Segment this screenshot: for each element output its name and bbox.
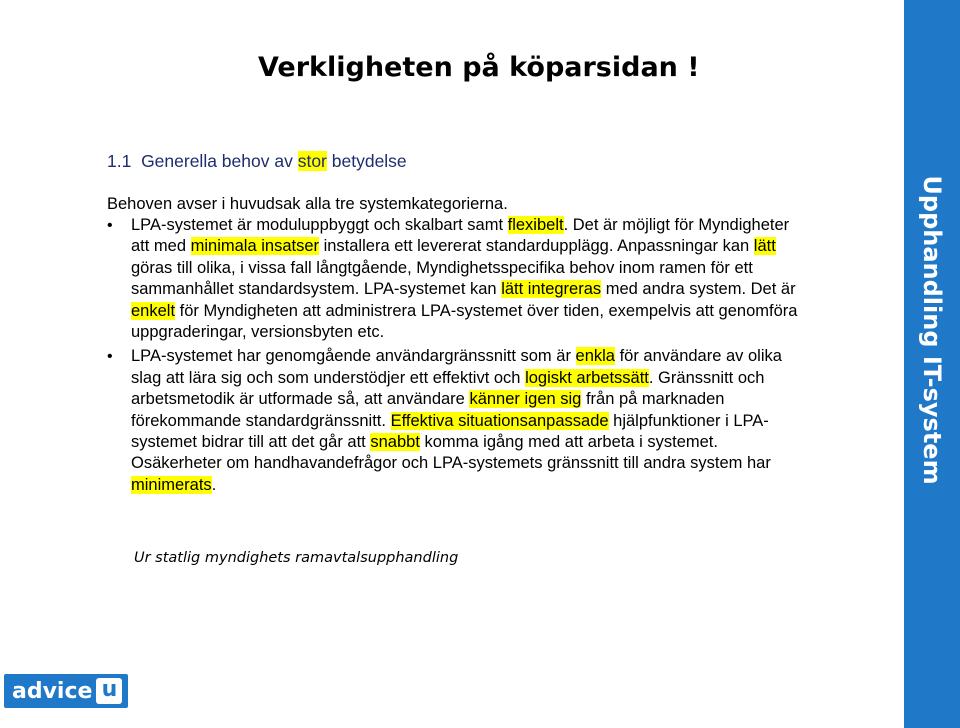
bullet-text: för Myndigheten att administrera LPA-systemet över tiden, exempelvis att genomföra uppgraderingar, versionsbyten etc. [131,301,798,342]
bullet-text: . Det är möjligt för Myndigheter att med [131,216,790,256]
highlighted-phrase: enkelt [131,301,176,320]
section-heading [107,151,407,172]
logo-letter: u [96,678,122,704]
highlighted-phrase: Effektiva situationsanpassade [390,411,609,430]
advice-u-logo [4,674,128,708]
highlighted-phrase: minimerats [131,475,212,494]
bullet-text: LPA-systemet är moduluppbyggt och skalbart samt [131,216,508,234]
highlighted-phrase: lätt integreras [501,280,602,299]
bullet-text: för användare av olika slag att lära sig och som understödjer ett effektivt och [131,347,782,387]
bullet-item [107,346,807,496]
highlighted-phrase: enkla [575,347,615,366]
bullet-text: LPA-systemet har genomgående användargränssnitt som är [131,347,576,366]
section-heading-text-end: betydelse [326,151,407,171]
bullet-item [107,215,807,343]
highlighted-phrase: flexibelt [507,216,564,234]
bullet-text: göras till olika, i vissa fall långtgående, Myndighetsspecifika behov inom ramen för ett sammanhållet standardsystem. LPA-systemet kan [131,258,753,299]
bullet-dot-icon: • [107,348,113,366]
intro-text: Behoven avser i huvudsak alla tre systemkategorierna. [107,195,508,213]
section-number: 1.1 [107,151,132,171]
bullet-text: med andra system. Det är [601,280,796,299]
sidebar-banner [904,0,960,728]
section-heading-text: Generella behov av [141,151,298,171]
source-reference: Ur statlig myndighets ramavtalsupphandling [134,550,459,566]
highlighted-phrase: känner igen sig [469,390,582,409]
highlighted-word: stor [297,151,327,171]
bullet-text: komma igång med att arbeta i systemet. Osäkerheter om handhavandefrågor och LPA-systemets gränssnitt till andra system har [131,433,771,473]
bullet-text: hjälpfunktioner i LPA-systemet bidrar till att det går att [131,411,769,452]
logo-word: advice [12,678,93,704]
highlighted-phrase: lätt [753,237,776,256]
bullet-list [107,215,807,496]
sidebar-label: Upphandling IT-system [918,175,946,485]
bullet-text: från på marknaden förekommande standardgränssnitt. [131,390,725,430]
bullet-dot-icon: • [107,217,113,234]
bullet-text: . [211,475,217,494]
highlighted-phrase: minimala insatser [190,237,319,256]
highlighted-phrase: logiskt arbetssätt [525,368,649,387]
bullet-text: . Gränssnitt och arbetsmetodik är utformade så, att användare [131,368,765,409]
bullet-text: installera ett levererat standardupplägg. Anpassningar kan [319,237,754,256]
highlighted-phrase: snabbt [370,433,420,452]
slide-title: Verkligheten på köparsidan ! [258,52,700,83]
